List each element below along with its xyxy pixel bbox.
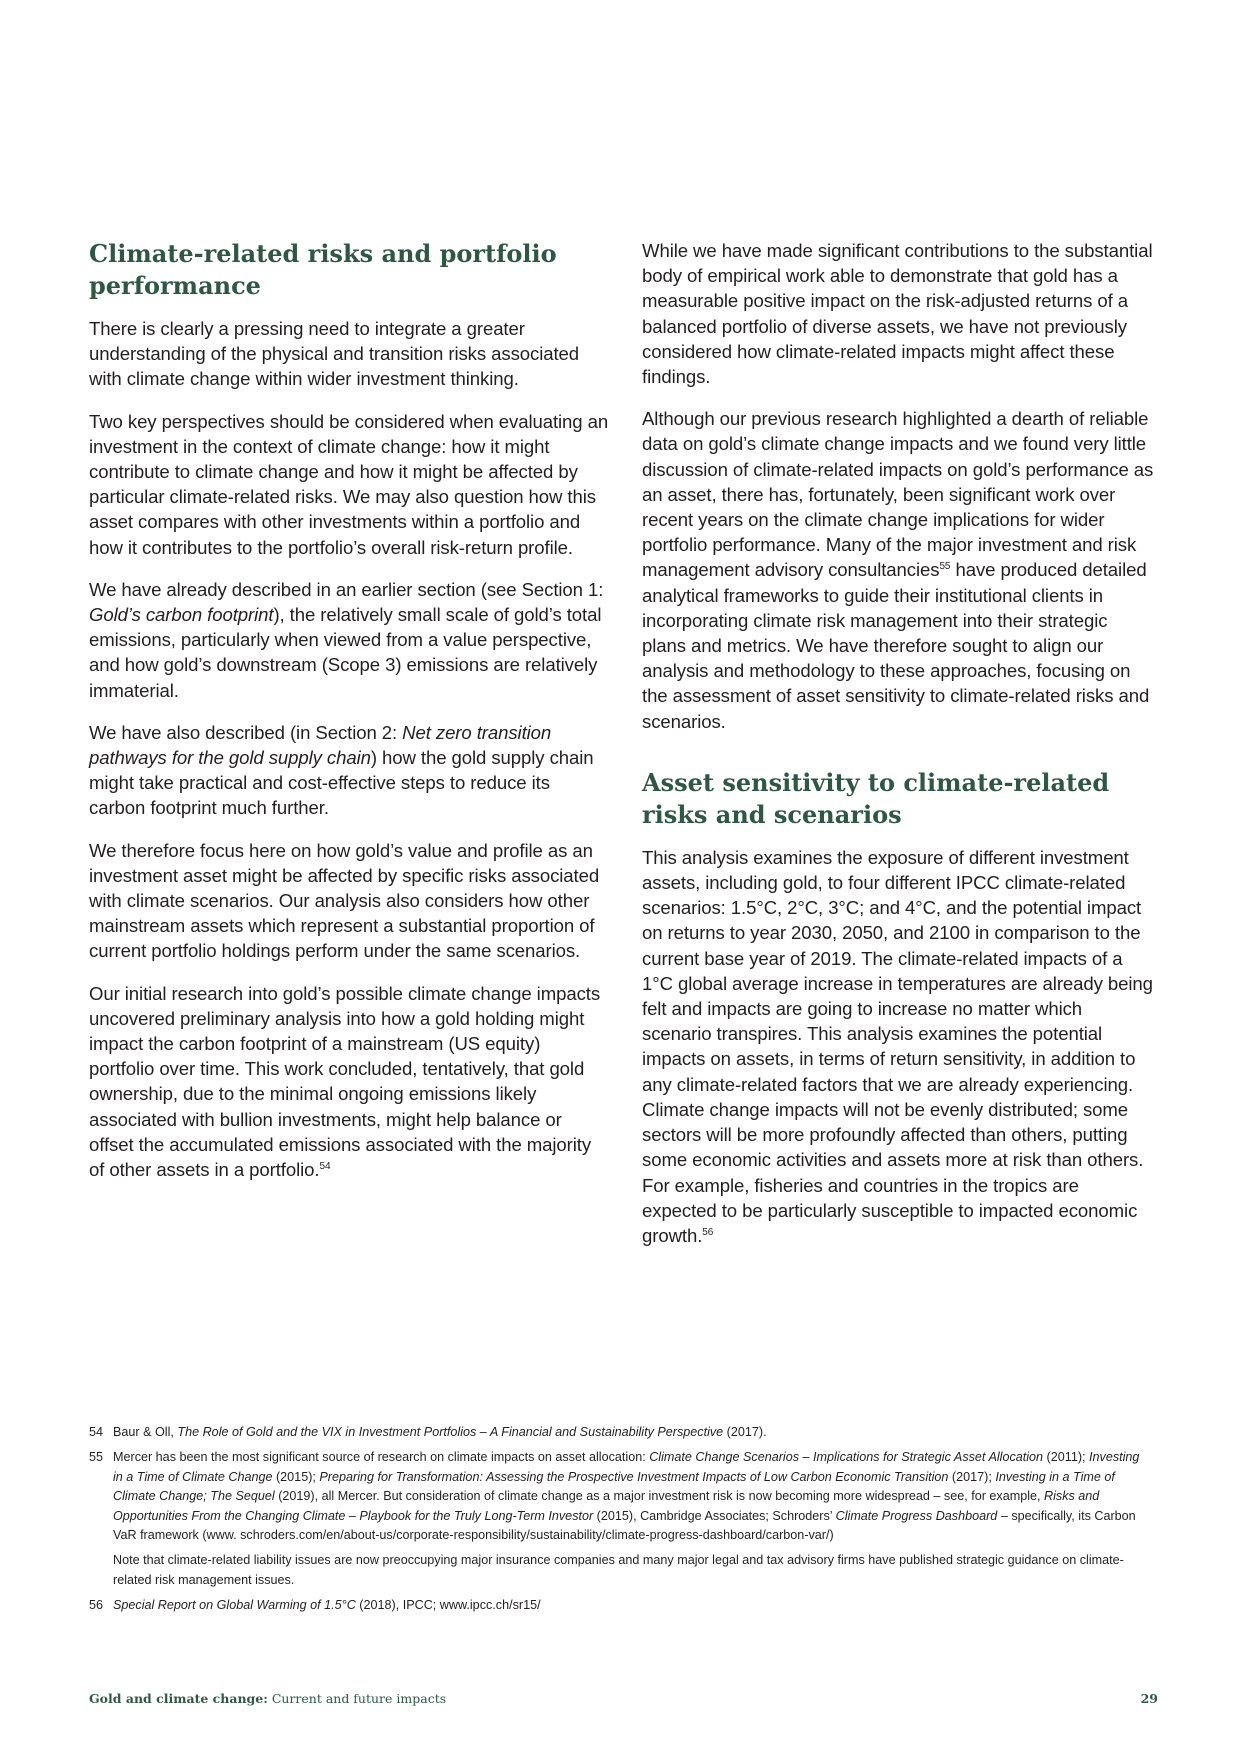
paragraph: There is clearly a pressing need to integrate a greater understanding of the physical and transition risks associated with climate change within wider investment thinking. bbox=[89, 318, 580, 390]
footer-title-bold: Gold and climate change: bbox=[89, 1691, 268, 1706]
section-heading-climate-risks: Climate-related risks and portfolio performance bbox=[89, 239, 557, 300]
paragraph: Our initial research into gold’s possible climate change impacts uncovered preliminary analysis into how a gold holding might impact the carbon footprint of a mainstream (US equity) portfolio over time. This work concluded, tentatively, that gold ownership, due to the minimal ongoing emissions likely associated with bullion investments, might help balance or offset the accumulated emissions associated with the majority of other assets in a portfolio.$^{54}$ bbox=[89, 982, 601, 1181]
right-column bbox=[642, 238, 1154, 1265]
footnote-55-note: Note that climate-related liability issues are now preoccupying major insurance companies and many major legal and tax advisory firms have published strategic guidance on climate-related risk management issues. bbox=[113, 1553, 1124, 1587]
footnote-56: 56 Special Report on Global Warming of 1.5°C (2018), IPCC; www.ipcc.ch/sr15/ bbox=[89, 1598, 541, 1613]
paragraph: While we have made significant contributions to the substantial body of empirical work able to demonstrate that gold has a measurable positive impact on the risk-adjusted returns of a balanced portfolio of diverse assets, we have not previously considered how climate-related impacts might affect these findings. bbox=[642, 240, 1153, 388]
paragraph: We therefore focus here on how gold’s value and profile as an investment asset might be affected by specific risks associated with climate scenarios. Our analysis also considers how other mainstream assets which represent a substantial proportion of current portfolio holdings perform under the same scenarios. bbox=[89, 839, 600, 962]
paragraph: Two key perspectives should be considered when evaluating an investment in the context of climate change: how it might contribute to climate change and how it might be affected by particular climate-related risks. We may also question how this asset compares with other investments within a portfolio and how it contributes to the portfolio’s overall risk-return profile. bbox=[89, 410, 609, 558]
paragraph: This analysis examines the exposure of different investment assets, including gold, to four different IPCC climate-related scenarios: 1.5°C, 2°C, 3°C; and 4°C, and the potential impact on returns to year 2030, 2050, and 2100 in comparison to the current base year of 2019. The climate-related impacts of a 1°C global average increase in temperatures are already being felt and impacts are going to increase no matter which scenario transpires. This analysis examines the potential impacts on assets, in terms of return sensitivity, in addition to any climate-related factors that we are already experiencing. Climate change impacts will not be evenly distributed; some sectors will be more profoundly affected than others, putting some economic activities and assets more at risk than others. For example, fisheries and countries in the tropics are expected to be particularly susceptible to impacted economic growth.$^{56}$ bbox=[642, 846, 1153, 1246]
footnote-55: 55 Mercer has been the most significant source of research on climate impacts on asset allocation: Climate Change Scenarios – Implications for Strategic Asset Allocation (2011); Investing in a Time of Climate Change (2015); Preparing for Transformation: Assessing the Prospective Investment Impacts of Low Carbon Economic Transition (2017); Investing in a Time of Climate Change; The Sequel (2019), all Mercer. But consideration of climate change as a major investment risk is now becoming more widespread – see, for example, Risks and Opportunities From the Changing Climate – Playbook for the Truly Long-Term Investor (2015), Cambridge Associates; Schroders’ Climate Progress Dashboard – specifically, its Carbon VaR framework (www. schroders.com/en/about-us/corporate-responsibility/sustainability/climate-progress-dashboard/carbon-var/) bbox=[89, 1450, 1140, 1543]
footnote-54: 54 Baur & Oll, The Role of Gold and the VIX in Investment Portfolios – A Financial and Sustainability Perspective (2017). bbox=[89, 1425, 767, 1439]
footer-title: Current and future impacts bbox=[267, 1691, 447, 1706]
footnote-ref-56[interactable]: 56 bbox=[702, 1226, 714, 1238]
page-footer bbox=[89, 1691, 1158, 1706]
footnote-ref-55[interactable]: 55 bbox=[939, 561, 951, 573]
paragraph: We have also described (in Section 2: Net zero transition pathways for the gold supply chain) how the gold supply chain might take practical and cost-effective steps to reduce its carbon footprint much further. bbox=[89, 721, 594, 819]
paragraph: We have already described in an earlier section (see Section 1: Gold’s carbon footprint), the relatively small scale of gold’s total emissions, particularly when viewed from a value perspective, and how gold’s downstream (Scope 3) emissions are relatively immaterial. bbox=[89, 578, 604, 701]
section-heading-asset-sensitivity: Asset sensitivity to climate-related risks and scenarios bbox=[642, 767, 1110, 829]
left-column bbox=[89, 238, 609, 1199]
page-number: 29 bbox=[1140, 1691, 1158, 1706]
footnote-ref-54[interactable]: 54 bbox=[319, 1161, 331, 1173]
footnotes bbox=[89, 1423, 1149, 1622]
paragraph: Although our previous research highlighted a dearth of reliable data on gold’s climate change impacts and we found very little discussion of climate-related impacts on gold’s performance as an asset, there has, fortunately, been significant work over recent years on the climate change implications for wider portfolio performance. Many of the major investment and risk management advisory consultancies$^{55}$ have produced detailed analytical frameworks to guide their institutional clients in incorporating climate risk management into their strategic plans and metrics. We have therefore sought to align our analysis and methodology to these approaches, focusing on the assessment of asset sensitivity to climate-related risks and scenarios. bbox=[642, 408, 1154, 732]
